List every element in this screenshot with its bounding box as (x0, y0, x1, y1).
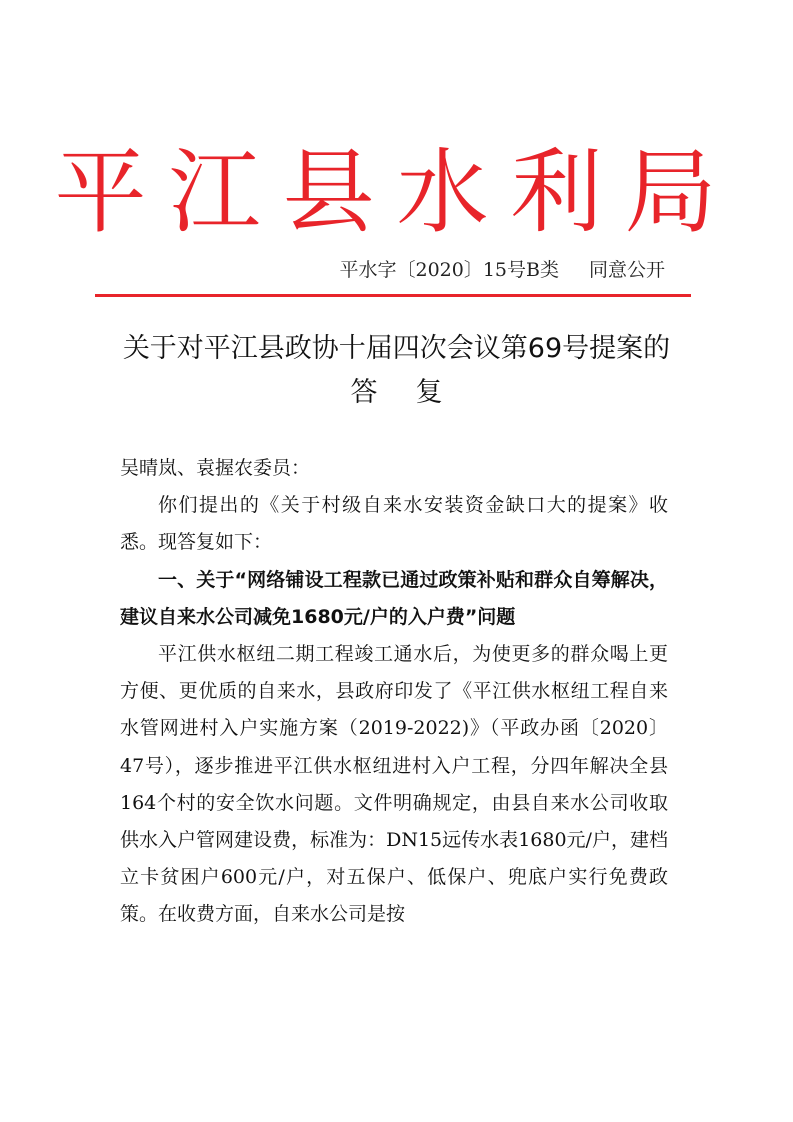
red-divider-line (95, 294, 691, 297)
title-line-1: 关于对平江县政协十届四次会议第69号提案的 (122, 333, 671, 364)
disclosure-status: 同意公开 (588, 259, 665, 281)
agency-masthead: 平江县水利局 (54, 139, 739, 246)
intro-paragraph: 你们提出的《关于村级自来水安装资金缺口大的提案》收悉。现答复如下： (120, 494, 668, 554)
document-number: 平水字〔2020〕15号B类 (339, 259, 559, 281)
salutation: 吴晴岚、袁握农委员： (120, 457, 311, 479)
document-body (120, 450, 668, 934)
document-reference (339, 256, 665, 284)
section-1-paragraph: 平江供水枢纽二期工程竣工通水后，为使更多的群众喝上更方便、更优质的自来水，县政府印发了《平江供水枢纽工程自来水管网进村入户实施方案（2019-2022)》（平政办函〔2020〕47号），逐步推进平江供水枢纽进村入户工程，分四年解决全县164个村的安全饮水问题。文件明确规定，由县自来水公司收取供水入户管网建设费，标准为：DN15远传水表1680元/户，建档立卡贫困户600元/户，对五保户、低保户、兜底户实行免费政策。在收费方面，自来水公司是按 (120, 643, 668, 926)
section-1-heading: 一、关于“网络铺设工程款已通过政策补贴和群众自筹解决，建议自来水公司减免1680元/户的入户费”问题 (120, 568, 668, 628)
title-line-2: 答复 (350, 377, 481, 408)
document-title (110, 328, 683, 414)
